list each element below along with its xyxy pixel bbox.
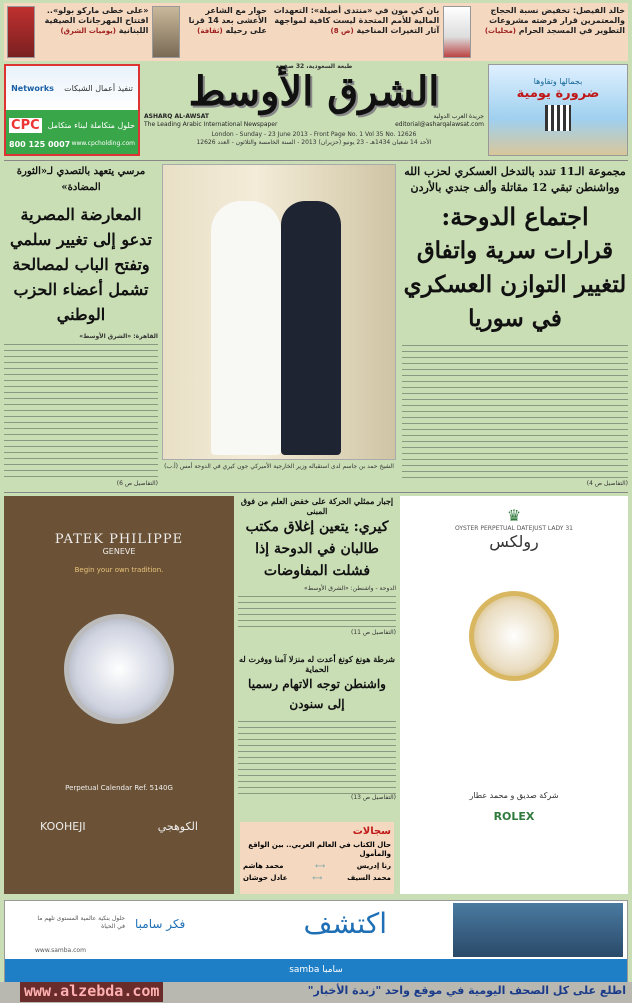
footer-site-link[interactable]: www.alzebda.com [20, 982, 163, 1002]
rolex-dealer: شركة صديق و محمد عطار [469, 791, 559, 800]
teaser-title: بان كي مون في «منتدى أصيلة»: التعهدات المالية للأمم المتحدة ليست كافية لمواجهة آثار التغيرات المناخية [273, 6, 440, 35]
debater: رنا إدريس [356, 862, 391, 870]
samba-web: www.samba.com [35, 947, 86, 954]
patek-tagline: Begin your own tradition. [74, 566, 164, 574]
divider [4, 492, 628, 493]
patek-logo: PATEK PHILIPPE [54, 532, 184, 547]
main-kicker: مجموعة الـ11 تندد بالتدخل العسكري لحزب الله وواشنطن تبقي 12 مقاتلة وألف جندي بالأردن [404, 165, 626, 194]
figure-suit [281, 201, 341, 455]
teaser-ref: (يوميات الشرق) [60, 27, 116, 35]
versus-arrow-icon: ⟷ [315, 862, 326, 870]
kerry-dateline: الدوحة - واشنطن: «الشرق الأوسط» [303, 585, 396, 592]
versus-arrow-icon: ⟷ [312, 874, 323, 882]
kooheji-logo-ar: الكوهجي [157, 820, 198, 833]
patek-city: GENEVE [102, 547, 136, 556]
samba-slogan: فكر سامبا [135, 917, 186, 931]
ad-slogan: بجمالها وتقاوها [533, 77, 583, 86]
ad-photo [453, 903, 623, 957]
watch-image [64, 614, 174, 724]
teaser-4[interactable] [7, 6, 148, 58]
main-headline-1: اجتماع الدوحة: [441, 202, 589, 231]
debate-box[interactable] [240, 822, 394, 894]
footer-bar [0, 982, 632, 1003]
teaser-title: حوار مع الشاعر الأعشى بعد 14 قرنا على رحيله [188, 6, 267, 35]
teaser-ref: (ص 8) [330, 27, 354, 35]
tagline-en: The Leading Arabic International Newspaper [144, 121, 278, 128]
main-body-text [402, 342, 628, 480]
networks-ad[interactable] [4, 64, 140, 156]
snowden-story[interactable] [238, 654, 396, 802]
watch-image [469, 591, 559, 681]
teaser-1[interactable] [443, 6, 625, 58]
main-headline-2: قرارات سرية واتفاق لتغيير التوازن العسكري في سوريا [403, 237, 627, 332]
logo: الشرق الأوسط [188, 68, 440, 115]
kerry-headline: كيري: يتعين إغلاق مكتب طالبان في الدوحة إذا فشلت المفاوضات [245, 519, 389, 579]
main-photo [162, 164, 396, 460]
debater: محمد السيف [347, 874, 391, 882]
debate-topic: حال الكتاب في العالم العربي.. بين الواقع والمأمول [248, 841, 391, 858]
kooheji-logo: KOOHEJI [40, 820, 86, 833]
patek-philippe-ad[interactable] [4, 496, 234, 894]
masthead [144, 63, 484, 158]
rolex-model: OYSTER PERPETUAL DATEJUST LADY 31 [454, 525, 574, 532]
rolex-ad[interactable] [400, 496, 628, 894]
teaser-photo [443, 6, 471, 58]
kerry-continued: (التفاصيل ص 11) [350, 629, 396, 636]
egypt-story[interactable] [4, 164, 158, 488]
ad-slogan: حلول متكاملة لبناء متكامل [47, 120, 135, 130]
date-ar: الأحد 14 شعبان 1434هـ - 23 يونيو (حزيران) 2013 - السنة الخامسة والثلاثون - العدد 12626 [196, 139, 432, 146]
teaser-title: «على خطى ماركو بولو».. افتتاح المهرجانات الصيفية اللبنانية [44, 6, 149, 35]
logo-latin: ASHARQ AL-AWSAT [144, 113, 209, 120]
snowden-continued: (التفاصيل ص 13) [350, 794, 396, 801]
rolex-logo: ROLEX [493, 810, 535, 823]
rolex-crown-icon: ♛ [506, 506, 522, 525]
teaser-3[interactable] [152, 6, 266, 58]
patek-model: Perpetual Calendar Ref. 5140G [65, 784, 173, 792]
snowden-body-text [238, 718, 396, 794]
ad-line: تنفيذ أعمال الشبكات [64, 83, 133, 93]
kerry-body-text [238, 593, 396, 629]
kerry-story[interactable] [238, 496, 396, 637]
samba-headline: اكتشف [303, 907, 387, 940]
ad-phone: 800 125 0007 [9, 140, 71, 149]
footer-promo: اطلع على كل الصحف اليومية في موقع واحد "زبدة الأخبار" [307, 984, 626, 997]
teaser-2[interactable] [271, 6, 439, 58]
teaser-title: خالد الفيصل: تخفيض نسبة الحجاج والمعتمرين قرار فرضته مشروعات التطوير في المسجد الحرام [489, 6, 625, 35]
main-story[interactable] [402, 164, 628, 488]
figure-thobe [211, 201, 281, 455]
debate-title: سجالات [352, 826, 391, 837]
divider [4, 160, 628, 161]
ad-headline: ضرورة يومية [516, 86, 600, 101]
tagline-ar: جريدة العرب الدولية [433, 113, 484, 120]
snowden-kicker: شرطة هونغ كونغ أعدت له منزلا آمنا ووفرت له الحماية [238, 654, 396, 674]
teaser-ref: (محليات) [484, 27, 516, 35]
egypt-continued: (التفاصيل ص 6) [116, 480, 158, 487]
debater: محمد هاشم [243, 862, 284, 870]
debater: عادل حوشان [243, 874, 288, 882]
networks-logo: Networks [11, 83, 54, 93]
kerry-kicker: إجبار ممثلي الحركة على خفض العلم من فوق المبنى [240, 496, 394, 516]
rolex-ar: رولكس [489, 532, 539, 551]
qr-code-icon [545, 105, 571, 131]
egypt-dateline: القاهرة: «الشرق الأوسط» [79, 333, 158, 340]
product-ad[interactable] [488, 64, 628, 156]
ad-web: www.cpcholding.com [71, 140, 135, 147]
egypt-body-text [4, 341, 158, 480]
teaser-photo [152, 6, 180, 58]
snowden-headline: واشنطن توجه الاتهام رسميا إلى سنودن [248, 677, 386, 711]
photo-caption: الشيخ حمد بن جاسم لدى استقباله وزير الخارجية الأميركي جون كيري في الدوحة أمس (أ.ب) [164, 463, 394, 470]
samba-logo: samba سامبا [5, 959, 627, 982]
edition: طبعة السعودية، 32 صفحة [275, 63, 353, 70]
email: editorial@asharqalawsat.com [395, 121, 484, 128]
cpc-logo: CPC [11, 117, 40, 133]
egypt-kicker: مرسي يتعهد بالتصدي لـ«الثورة المضادة» [16, 166, 146, 193]
date-en: London - Sunday - 23 June 2013 - Front Page No. 1 Vol 35 No. 12626 [211, 131, 417, 138]
teaser-ref: (ثقافة) [197, 27, 223, 35]
teaser-photo [7, 6, 35, 58]
main-continued: (التفاصيل ص 4) [586, 480, 628, 487]
samba-sub: حلول بنكية عالمية المستوى تلهم ما في الحياة [37, 915, 125, 930]
teaser-bar [4, 3, 628, 61]
egypt-headline: المعارضة المصرية تدعو إلى تغيير سلمي وتفتح الباب لمصالحة تشمل أعضاء الحزب الوطني [10, 205, 152, 324]
samba-ad[interactable] [4, 900, 628, 982]
